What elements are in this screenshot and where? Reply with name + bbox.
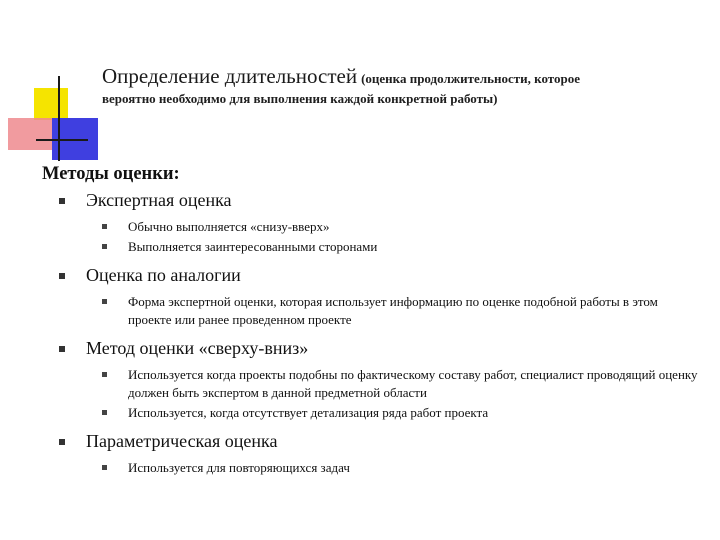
method-label: Метод оценки «сверху-вниз»	[86, 338, 309, 358]
logo-vertical-line	[58, 76, 60, 161]
method-label: Параметрическая оценка	[86, 431, 278, 451]
methods-heading: Методы оценки:	[42, 164, 180, 184]
method-subitem	[42, 404, 702, 422]
method-subitem	[42, 366, 702, 402]
method-item	[42, 430, 702, 452]
logo-red-square	[8, 118, 52, 150]
square-bullet-icon	[102, 224, 107, 229]
method-subitem	[42, 218, 702, 236]
logo-yellow-square	[34, 88, 68, 120]
subitem-text: Выполняется заинтересованными сторонами	[128, 239, 378, 254]
method-item	[42, 189, 702, 211]
method-item	[42, 264, 702, 286]
subitem-text: Используется для повторяющихся задач	[128, 460, 350, 475]
square-bullet-icon	[102, 372, 107, 377]
method-subitem	[42, 459, 702, 477]
square-bullet-icon	[59, 439, 65, 445]
method-subitems	[42, 366, 702, 422]
subitem-text: Используется, когда отсутствует детализация ряда работ проекта	[128, 405, 489, 420]
square-bullet-icon	[102, 244, 107, 249]
slide-content	[42, 164, 702, 485]
method-label: Экспертная оценка	[86, 190, 232, 210]
square-bullet-icon	[102, 410, 107, 415]
subitem-text: Обычно выполняется «снизу-вверх»	[128, 219, 330, 234]
square-bullet-icon	[102, 299, 107, 304]
subitem-text: Используется когда проекты подобны по фактическому составу работ, специалист проводящий оценку должен быть экспертом в данной предметной области	[128, 367, 698, 400]
title-main: Определение длительностей	[102, 64, 358, 88]
subitem-text: Форма экспертной оценки, которая использует информацию по оценке подобной работы в этом проекте или ранее проведенном проекте	[128, 294, 658, 327]
square-bullet-icon	[59, 273, 65, 279]
method-label: Оценка по аналогии	[86, 265, 241, 285]
square-bullet-icon	[59, 198, 65, 204]
method-subitem	[42, 293, 702, 329]
title-note-continued: вероятно необходимо для выполнения каждой конкретной работы)	[102, 91, 498, 107]
logo-horizontal-line	[36, 139, 88, 141]
method-subitems	[42, 459, 702, 477]
method-item	[42, 337, 702, 359]
square-bullet-icon	[59, 346, 65, 352]
square-bullet-icon	[102, 465, 107, 470]
method-subitem	[42, 238, 702, 256]
slide-title	[102, 62, 702, 108]
method-subitems	[42, 218, 702, 256]
method-subitems	[42, 293, 702, 329]
title-note: (оценка продолжительности, которое	[361, 71, 580, 86]
